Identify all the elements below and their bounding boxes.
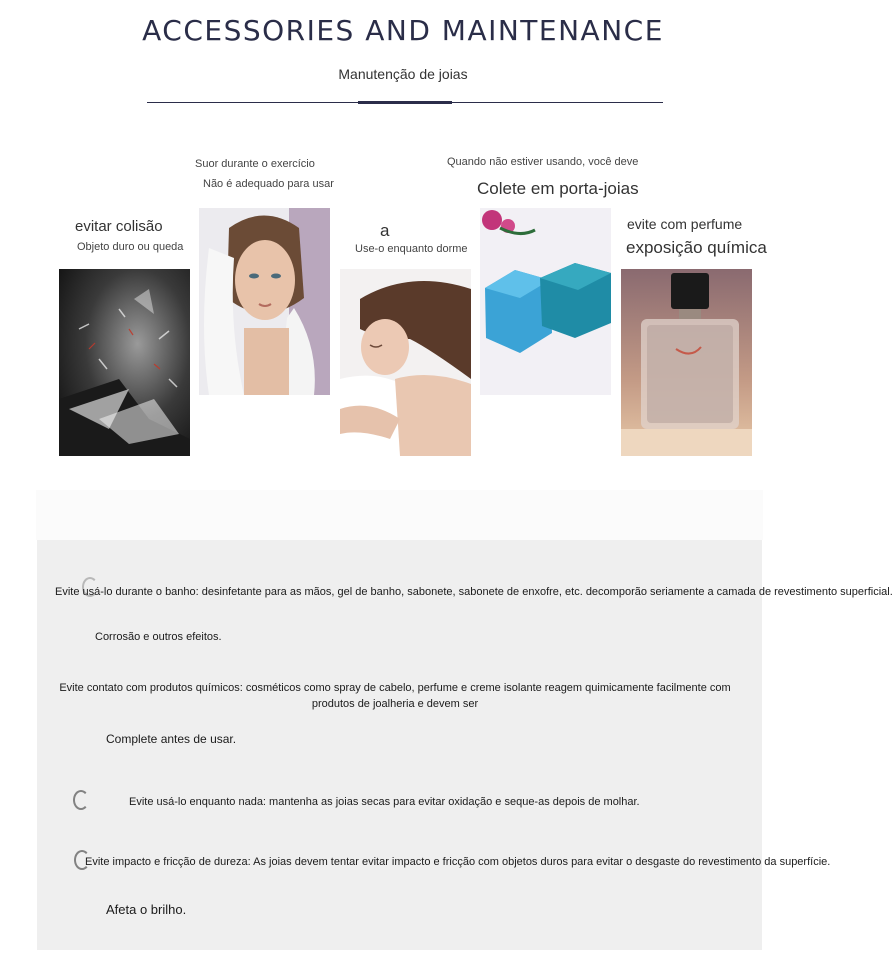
instruction-impact: Evite impacto e fricção de dureza: As joias devem tentar evitar impacto e fricção com objetos duros para evitar o desgaste do revestimento da superfície.	[85, 856, 831, 868]
section-divider-band	[36, 490, 763, 540]
bullet-circle-icon	[73, 790, 89, 810]
card-box-title: Quando não estiver usando, você deve	[447, 156, 639, 168]
title-divider-accent	[358, 101, 452, 104]
maintenance-banner	[0, 0, 800, 490]
card-perfume-subtitle: exposição química	[626, 238, 767, 257]
card-sleep-subtitle: Use-o enquanto dorme	[355, 243, 468, 255]
card-sweat-subtitle: Não é adequado para usar	[203, 178, 334, 190]
woman-sleeping-image	[340, 269, 471, 456]
card-box-subtitle: Colete em porta-joias	[477, 179, 639, 198]
instruction-chemicals: Evite contato com produtos químicos: cosméticos como spray de cabelo, perfume e creme isolante reagem quimicamente facilmente com produtos de joalheria e devem ser	[59, 682, 731, 710]
instruction-bath-detail: Corrosão e outros efeitos.	[95, 631, 222, 643]
page-title: ACCESSORIES AND MAINTENANCE	[142, 14, 664, 47]
card-collision-subtitle: Objeto duro ou queda	[77, 241, 184, 253]
perfume-bottle-image	[621, 269, 752, 456]
instructions-panel	[37, 540, 893, 950]
card-collision-title: evitar colisão	[75, 218, 163, 235]
jewelry-box-image	[480, 208, 611, 395]
page-subtitle: Manutenção de joias	[338, 66, 468, 82]
shattered-glass-image	[59, 269, 190, 456]
card-sweat-title: Suor durante o exercício	[195, 158, 315, 170]
card-perfume-title: evite com perfume	[627, 216, 743, 232]
card-sleep-title: a	[380, 221, 390, 240]
instruction-impact-detail: Afeta o brilho.	[106, 902, 187, 917]
woman-towel-image	[199, 208, 330, 395]
instruction-chemicals-detail: Complete antes de usar.	[106, 732, 237, 746]
instruction-swimming: Evite usá-lo enquanto nada: mantenha as joias secas para evitar oxidação e seque-as depois de molhar.	[129, 796, 640, 808]
instruction-bath: Evite usá-lo durante o banho: desinfetante para as mãos, gel de banho, sabonete, sabonete de enxofre, etc. decomporão seriamente a camada de revestimento superficial.	[55, 586, 893, 598]
